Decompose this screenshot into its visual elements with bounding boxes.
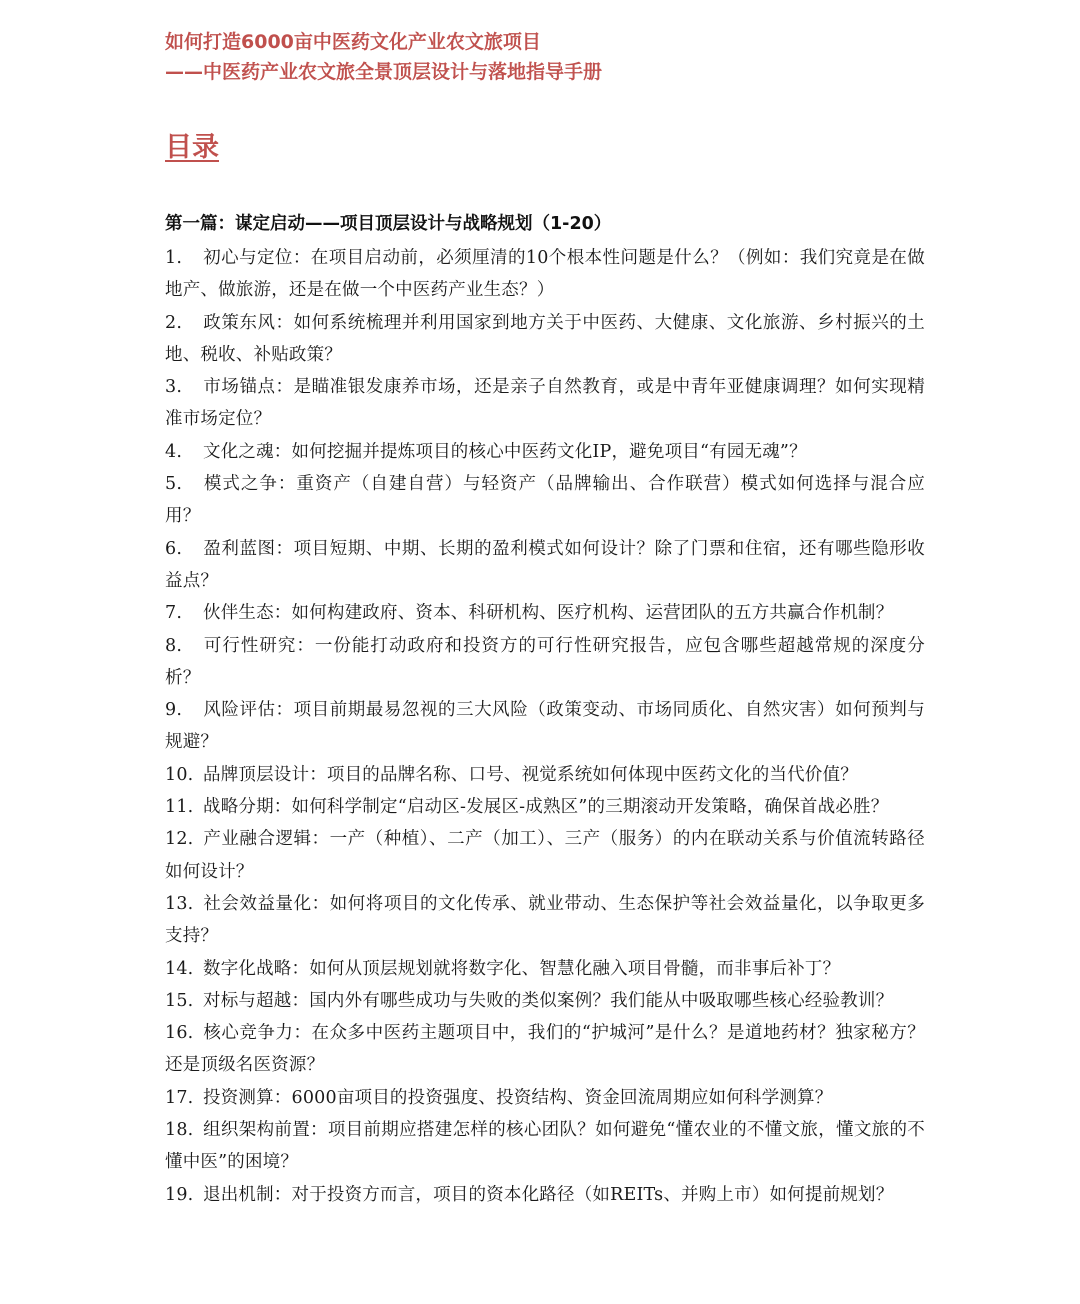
- toc-item-text: 政策东风：如何系统梳理并利用国家到地方关于中医药、大健康、文化旅游、乡村振兴的土地、税收、补贴政策？: [165, 312, 925, 365]
- toc-item-number: 3.: [165, 377, 183, 398]
- toc-item-text: 伙伴生态：如何构建政府、资本、科研机构、医疗机构、运营团队的五方共赢合作机制？: [203, 603, 894, 624]
- toc-item-number: 13.: [165, 893, 194, 914]
- toc-item-number: 5.: [165, 474, 183, 495]
- toc-item: [165, 307, 925, 372]
- toc-item-number: 11.: [165, 797, 194, 818]
- toc-item: [165, 630, 925, 695]
- toc-item-text: 可行性研究：一份能打动政府和投资方的可行性研究报告，应包含哪些超越常规的深度分析？: [165, 635, 925, 688]
- toc-item-number: 18.: [165, 1120, 194, 1141]
- toc-item: [165, 533, 925, 598]
- toc-item: [165, 694, 925, 759]
- toc-item-text: 对标与超越：国内外有哪些成功与失败的类似案例？我们能从中吸取哪些核心经验教训？: [203, 990, 894, 1011]
- toc-item-text: 初心与定位：在项目启动前，必须厘清的10个根本性问题是什么？（例如：我们究竟是在做地产、做旅游，还是在做一个中医药产业生态？）: [165, 248, 925, 301]
- toc-item-number: 17.: [165, 1087, 194, 1108]
- toc-item-text: 战略分期：如何科学制定“启动区-发展区-成熟区”的三期滚动开发策略，确保首战必胜？: [203, 797, 889, 818]
- toc-heading: 目录: [165, 132, 219, 163]
- toc-item-number: 14.: [165, 958, 194, 979]
- toc-item: [165, 242, 925, 307]
- toc-item-number: 10.: [165, 764, 194, 785]
- toc-item-number: 2.: [165, 312, 183, 333]
- toc-item: [165, 791, 925, 823]
- toc-item-number: 12.: [165, 829, 194, 850]
- toc-item-number: 8.: [165, 635, 183, 656]
- toc-item-text: 品牌顶层设计：项目的品牌名称、口号、视觉系统如何体现中医药文化的当代价值？: [203, 764, 858, 785]
- toc-item-text: 模式之争：重资产（自建自营）与轻资产（品牌输出、合作联营）模式如何选择与混合应用？: [165, 474, 925, 527]
- toc-item-text: 核心竞争力：在众多中医药主题项目中，我们的“护城河”是什么？是道地药材？独家秘方？还是顶级名医资源？: [165, 1023, 925, 1076]
- toc-item-text: 退出机制：对于投资方而言，项目的资本化路径（如REITs、并购上市）如何提前规划？: [203, 1184, 894, 1205]
- toc-item: [165, 1082, 925, 1114]
- toc-item: [165, 371, 925, 436]
- toc-item-text: 文化之魂：如何挖掘并提炼项目的核心中医药文化IP，避免项目“有园无魂”？: [203, 441, 807, 462]
- toc-item-number: 16.: [165, 1023, 194, 1044]
- toc-item-number: 1.: [165, 248, 183, 268]
- toc-item: [165, 823, 925, 888]
- toc-item: [165, 1179, 925, 1211]
- toc-item-text: 市场锚点：是瞄准银发康养市场，还是亲子自然教育，或是中青年亚健康调理？如何实现精准市场定位？: [165, 377, 925, 430]
- section-heading: 第一篇：谋定启动——项目顶层设计与战略规划（1-20）: [165, 214, 612, 234]
- toc-item-number: 15.: [165, 990, 194, 1011]
- toc-item: [165, 1017, 925, 1082]
- toc-item: [165, 468, 925, 533]
- toc-item-text: 投资测算：6000亩项目的投资强度、投资结构、资金回流周期应如何科学测算？: [203, 1087, 833, 1108]
- toc-item-text: 产业融合逻辑：一产（种植）、二产（加工）、三产（服务）的内在联动关系与价值流转路径如何设计？: [165, 829, 925, 882]
- toc-item: [165, 953, 925, 985]
- toc-item-number: 6.: [165, 538, 183, 559]
- toc-item-number: 19.: [165, 1184, 194, 1205]
- toc-item: [165, 436, 925, 468]
- toc-item-text: 社会效益量化：如何将项目的文化传承、就业带动、生态保护等社会效益量化，以争取更多支持？: [165, 893, 925, 947]
- document-title: 如何打造6000亩中医药文化产业农文旅项目: [165, 31, 541, 53]
- toc-item: [165, 888, 925, 953]
- toc-item-number: 9.: [165, 700, 183, 721]
- toc-item: [165, 1114, 925, 1179]
- toc-item-text: 风险评估：项目前期最易忽视的三大风险（政策变动、市场同质化、自然灾害）如何预判与规避？: [165, 700, 925, 753]
- toc-item: [165, 985, 925, 1017]
- toc-item: [165, 759, 925, 791]
- toc-item: [165, 597, 925, 629]
- document-subtitle: ——中医药产业农文旅全景顶层设计与落地指导手册: [165, 61, 603, 83]
- toc-item-number: 7.: [165, 603, 183, 624]
- toc-item-number: 4.: [165, 441, 183, 462]
- toc-item-text: 盈利蓝图：项目短期、中期、长期的盈利模式如何设计？除了门票和住宿，还有哪些隐形收益点？: [165, 538, 925, 591]
- toc-item-text: 组织架构前置：项目前期应搭建怎样的核心团队？如何避免“懂农业的不懂文旅，懂文旅的不懂中医”的困境？: [165, 1120, 925, 1173]
- toc-item-text: 数字化战略：如何从顶层规划就将数字化、智慧化融入项目骨髓，而非事后补丁？: [203, 958, 841, 979]
- toc-list: [165, 242, 925, 1211]
